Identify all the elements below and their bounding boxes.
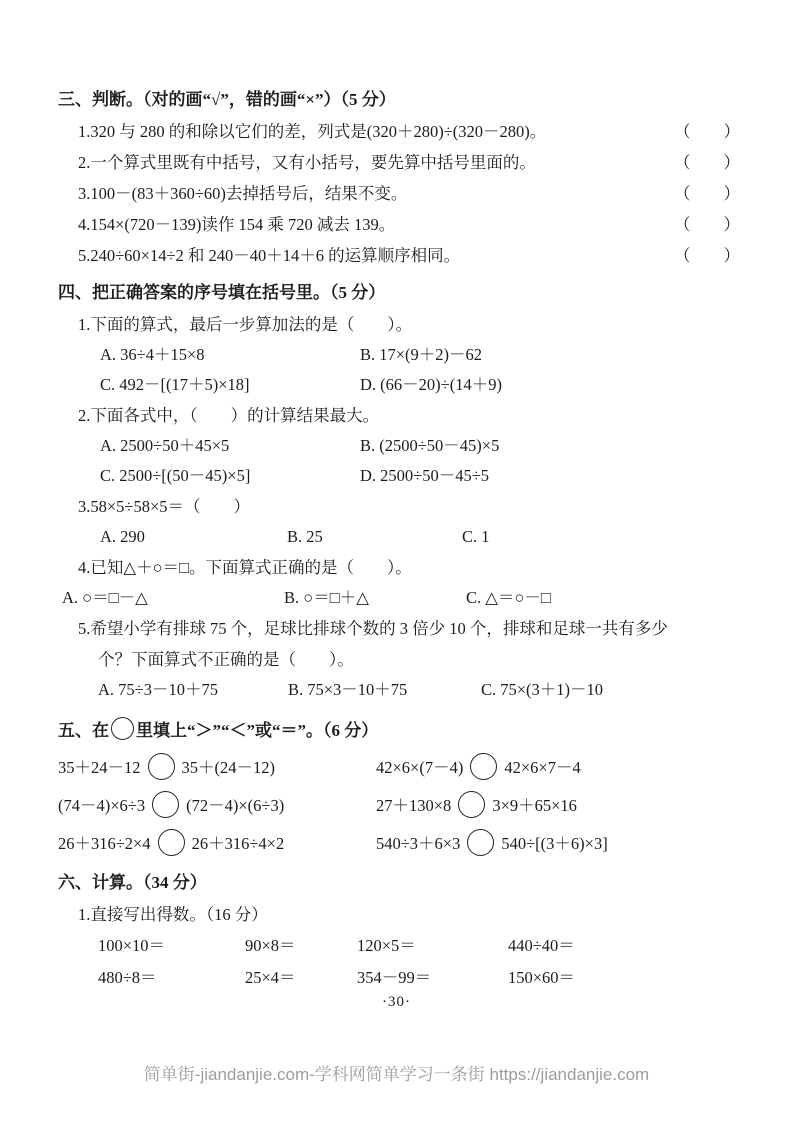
q3-option-b: B. 25 [287, 527, 323, 546]
q4-option-b: B. ○＝□＋△ [284, 588, 369, 607]
calc-item: 25×4＝ [245, 968, 296, 987]
expression-left: 26＋316÷2×4 [58, 834, 151, 853]
expression-right: 42×6×7－4 [504, 758, 581, 777]
compare-pair-1a [58, 753, 376, 780]
judge-statement-4: 4.154×(720－139)读作 154 乘 720 减去 139。 [78, 215, 396, 234]
q1-option-b: B. 17×(9＋2)－62 [360, 345, 483, 364]
page-number: ·30· [382, 994, 411, 1010]
q4-stem: 4.已知△＋○＝□。下面算式正确的是（ ）。 [78, 558, 412, 577]
q5-option-b: B. 75×3－10＋75 [288, 680, 408, 699]
expression-left: 35＋24－12 [58, 758, 141, 777]
compare-row-1 [58, 747, 740, 785]
compare-row-2 [58, 785, 740, 823]
q2-option-b: B. (2500÷50－45)×5 [360, 436, 500, 455]
section6-sub1: 1.直接写出得数。（16 分） [78, 905, 268, 924]
q2-options-row1 [58, 431, 740, 461]
answer-bracket-4: （ ） [674, 215, 740, 234]
judge-item-5 [58, 240, 740, 271]
q5-stem-line1: 5.希望小学有排球 75 个，足球比排球个数的 3 倍少 10 个，排球和足球一共有多少 [78, 619, 668, 638]
calc-row-1 [58, 930, 740, 962]
compare-circle [458, 791, 485, 818]
compare-pair-2a [58, 791, 376, 818]
compare-circle [467, 829, 494, 856]
watermark-footer: 简单街-jiandanjie.com-学科网简单学习一条街 https://jiandanjie.com [143, 1065, 650, 1084]
q1-options-row1 [58, 340, 740, 370]
judge-statement-5: 5.240÷60×14÷2 和 240－40＋14＋6 的运算顺序相同。 [78, 246, 461, 265]
compare-row-3 [58, 823, 740, 861]
expression-left: (74－4)×6÷3 [58, 796, 146, 815]
section6-title: 六、计算。（34 分） [58, 873, 207, 892]
answer-bracket-2: （ ） [674, 153, 740, 172]
q5-option-a: A. 75÷3－10＋75 [98, 680, 218, 699]
q1-option-d: D. (66－20)÷(14＋9) [360, 375, 502, 394]
answer-bracket-5: （ ） [674, 246, 740, 265]
calc-row-2 [58, 962, 740, 994]
q5-stem-line2: 个？下面算式不正确的是（ ）。 [98, 650, 354, 669]
worksheet-content [58, 84, 740, 994]
q1-options-row2 [58, 370, 740, 400]
compare-circle-icon [111, 717, 134, 740]
q3-options-row [58, 522, 740, 552]
answer-bracket-3: （ ） [674, 184, 740, 203]
q1-option-c: C. 492－[(17＋5)×18] [100, 375, 250, 394]
q2-stem: 2.下面各式中，（ ）的计算结果最大。 [78, 406, 380, 425]
judge-item-1 [58, 116, 740, 147]
q5-option-c: C. 75×(3＋1)－10 [481, 680, 604, 699]
calc-item: 100×10＝ [98, 936, 166, 955]
section3-title: 三、判断。（对的画“√”，错的画“×”）（5 分） [58, 90, 396, 109]
answer-bracket-1: （ ） [674, 122, 740, 141]
judge-statement-2: 2.一个算式里既有中括号，又有小括号，要先算中括号里面的。 [78, 153, 536, 172]
section5-title [58, 715, 740, 747]
compare-pair-2b [376, 791, 577, 818]
calc-item: 150×60＝ [508, 968, 576, 987]
expression-right: 26＋316÷4×2 [191, 834, 285, 853]
judge-item-3 [58, 178, 740, 209]
expression-left: 27＋130×8 [376, 796, 452, 815]
compare-pair-3b [376, 829, 608, 856]
compare-pair-3a [58, 829, 376, 856]
expression-right: (72－4)×(6÷3) [186, 796, 285, 815]
q3-option-c: C. 1 [462, 527, 490, 546]
judge-item-4 [58, 209, 740, 240]
q1-stem: 1.下面的算式，最后一步算加法的是（ ）。 [78, 315, 413, 334]
q4-options-row [58, 583, 740, 613]
compare-circle [158, 829, 185, 856]
q4-option-c: C. △＝○－□ [466, 588, 551, 607]
compare-circle [152, 791, 179, 818]
calc-item: 480÷8＝ [98, 968, 157, 987]
q2-option-d: D. 2500÷50－45÷5 [360, 466, 490, 485]
expression-right: 540÷[(3＋6)×3] [501, 834, 608, 853]
judge-statement-1: 1.320 与 280 的和除以它们的差，列式是(320＋280)÷(320－280)。 [78, 122, 547, 141]
judge-item-2 [58, 147, 740, 178]
calc-item: 90×8＝ [245, 936, 296, 955]
q1-option-a: A. 36÷4＋15×8 [100, 345, 205, 364]
section4-title: 四、把正确答案的序号填在括号里。（5 分） [58, 283, 386, 302]
compare-circle [470, 753, 497, 780]
expression-left: 42×6×(7－4) [376, 758, 464, 777]
calc-item: 440÷40＝ [508, 936, 575, 955]
q2-options-row2 [58, 461, 740, 491]
expression-right: 3×9＋65×16 [492, 796, 577, 815]
compare-pair-1b [376, 753, 581, 780]
section5-title-suffix: 里填上“＞”“＜”或“＝”。（6 分） [136, 721, 379, 740]
expression-left: 540÷3＋6×3 [376, 834, 461, 853]
compare-circle [148, 753, 175, 780]
calc-item: 354－99＝ [357, 968, 432, 987]
q2-option-c: C. 2500÷[(50－45)×5] [100, 466, 251, 485]
q4-option-a: A. ○＝□－△ [62, 588, 148, 607]
q3-option-a: A. 290 [100, 527, 145, 546]
section5-title-prefix: 五、在 [58, 721, 109, 740]
judge-statement-3: 3.100－(83＋360÷60)去掉括号后，结果不变。 [78, 184, 408, 203]
expression-right: 35＋(24－12) [181, 758, 275, 777]
q2-option-a: A. 2500÷50＋45×5 [100, 436, 230, 455]
q5-options-row [58, 675, 740, 705]
q3-stem: 3.58×5÷58×5＝（ ） [78, 497, 251, 516]
calc-item: 120×5＝ [357, 936, 416, 955]
